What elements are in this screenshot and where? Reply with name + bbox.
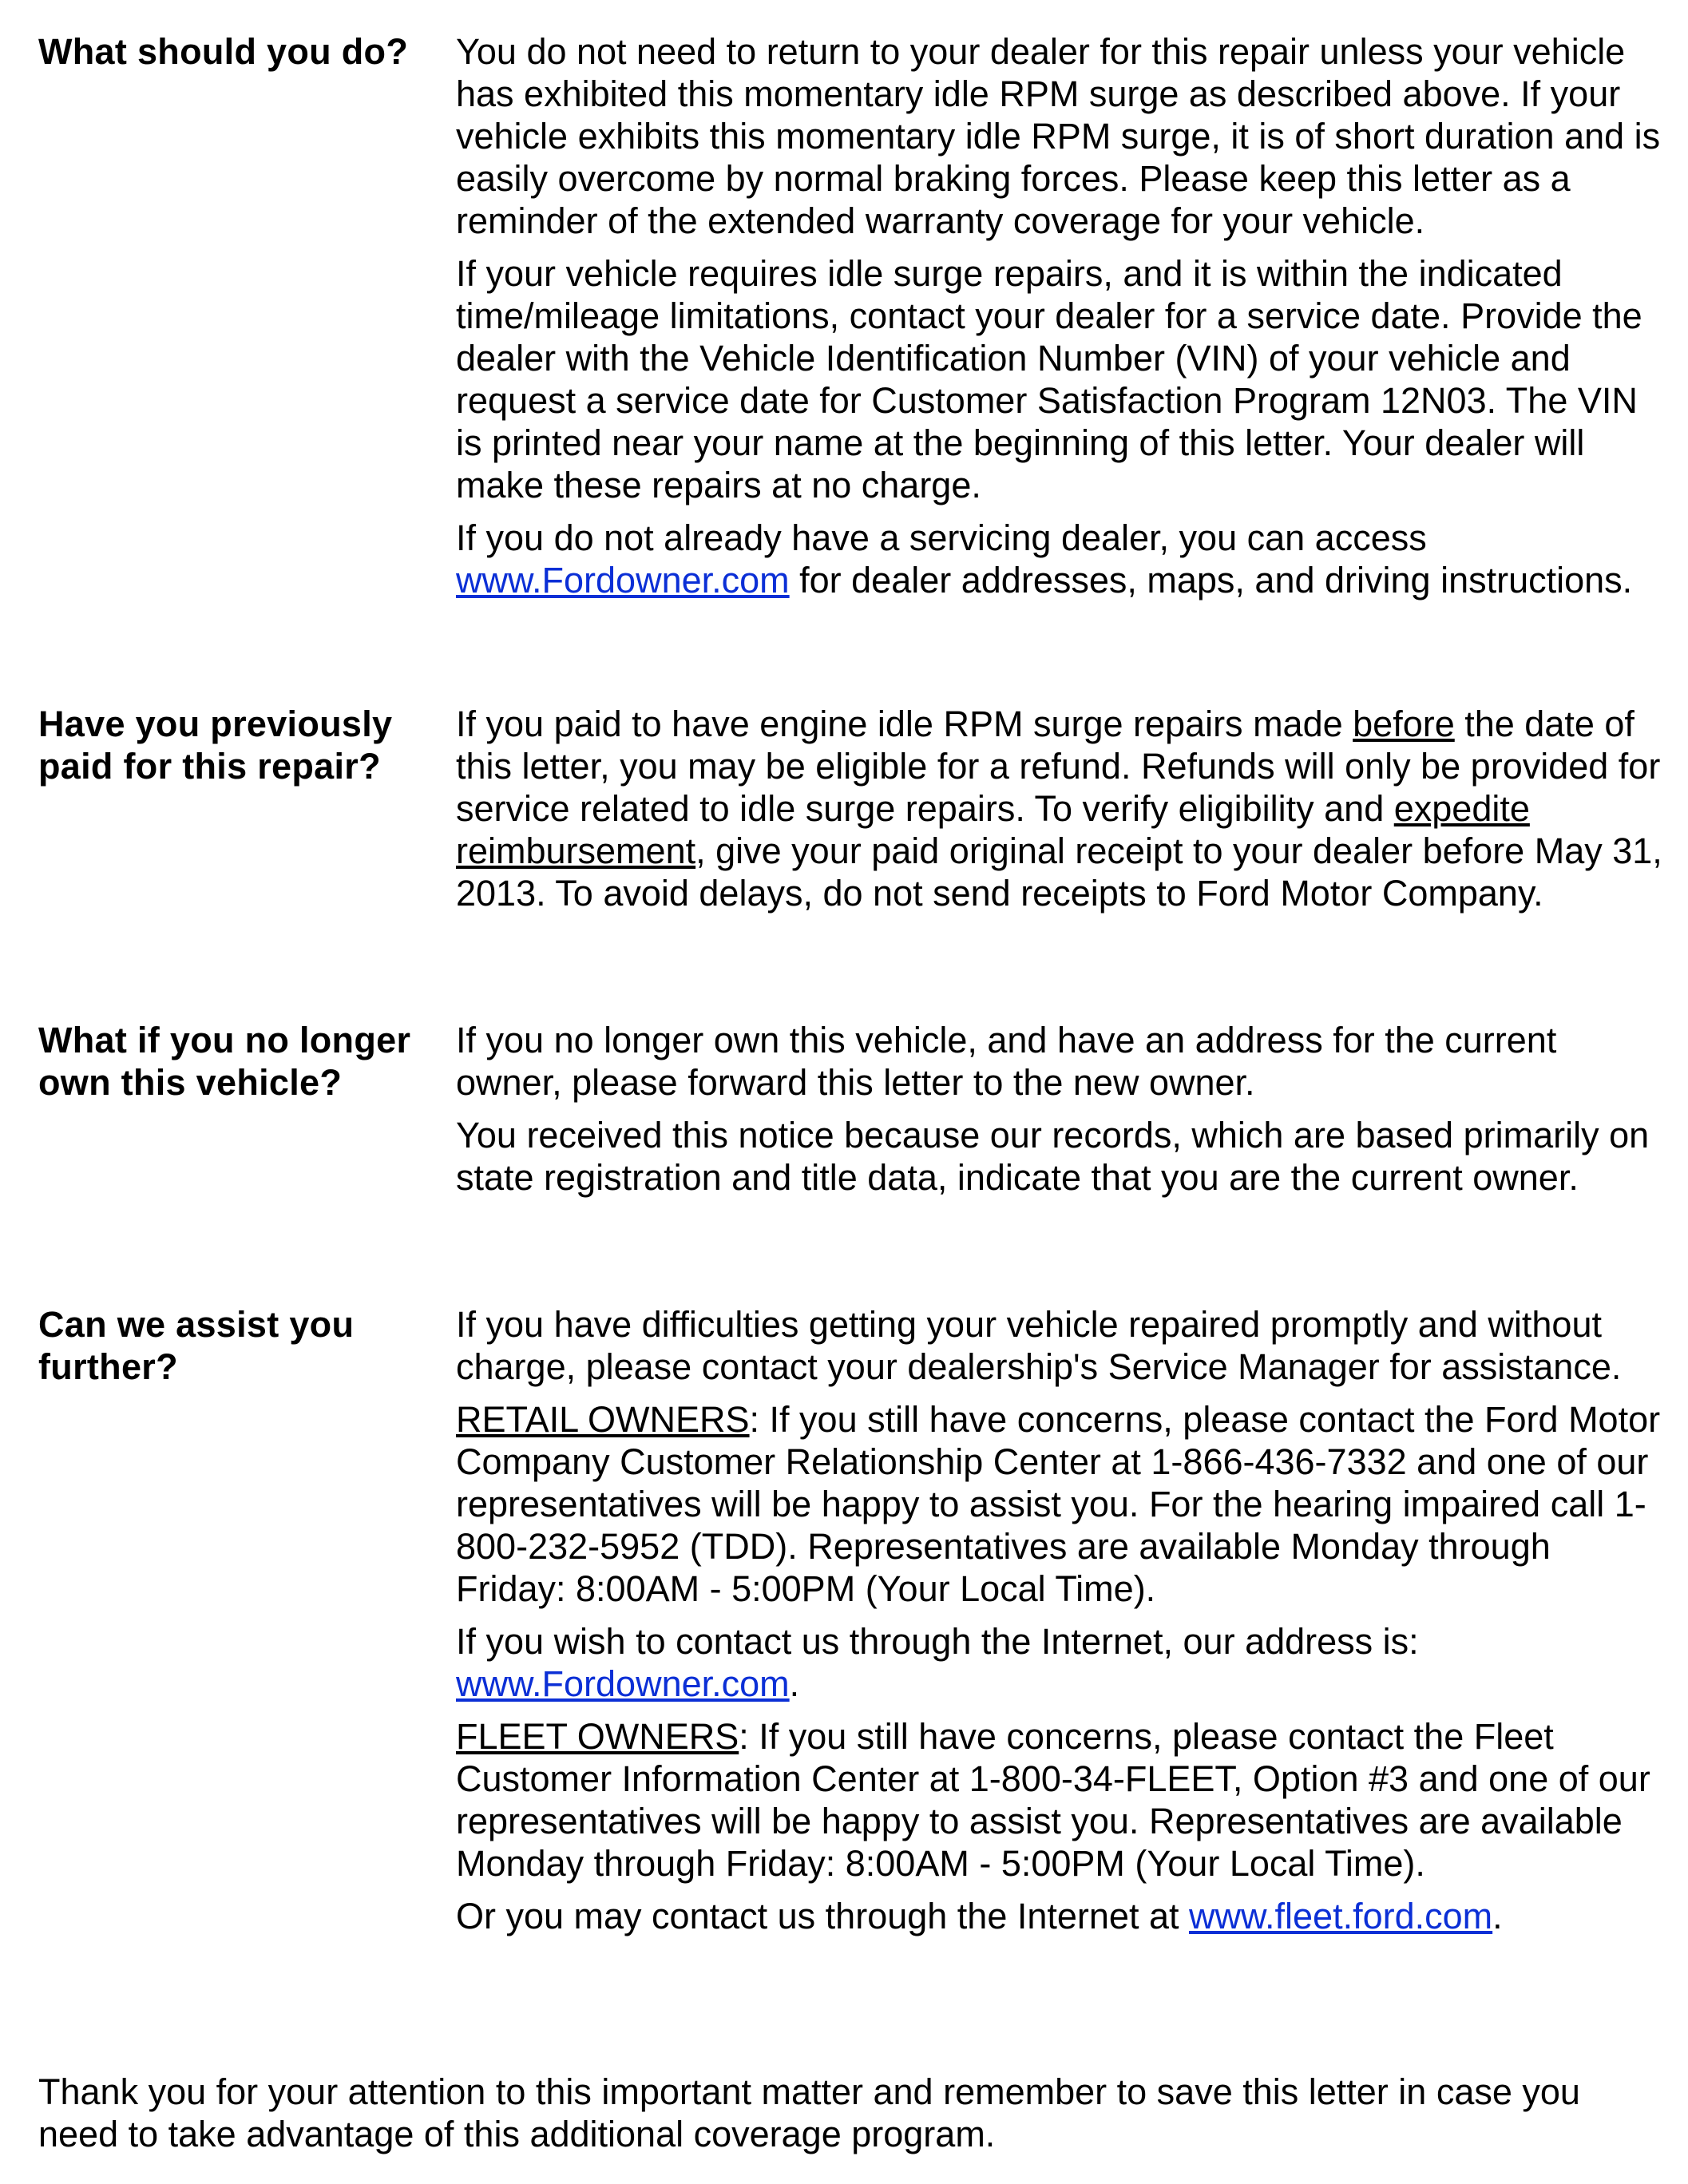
paragraph-text: . bbox=[789, 1663, 800, 1704]
paragraph bbox=[456, 1895, 1670, 1937]
paragraph bbox=[456, 517, 1670, 601]
section-heading: What if you no longer own this vehicle? bbox=[38, 1020, 411, 1103]
paragraph-text: , give your paid original receipt to your dealer before May 31, 2013. To avoid delays, do not send receipts to Ford Motor Company. bbox=[456, 830, 1662, 914]
fordowner-link[interactable]: www.Fordowner.com bbox=[456, 560, 790, 601]
paragraph-text: : If you still have concerns, please contact the Ford Motor Company Customer Relationship Center at 1-866-436-7332 and one of our representatives will be happy to assist you. For the hearing impaired call 1-800-232-5952 (TDD). Representatives are available Monday through Friday: 8:00AM - 5:00PM (Your Local Time). bbox=[456, 1399, 1661, 1609]
section-heading: Have you previously paid for this repair? bbox=[38, 704, 393, 787]
paragraph: If your vehicle requires idle surge repairs, and it is within the indicated time/mileage limitations, contact your dealer for a service date. Provide the dealer with the Vehicle Identification Number (VIN) of your vehicle and request a service date for Customer Satisfaction Program 12N03. The VIN is printed near your name at the beginning of this letter. Your dealer will make these repairs at no charge. bbox=[456, 253, 1642, 505]
fordowner-link[interactable]: www.Fordowner.com bbox=[456, 1663, 790, 1704]
fleet-owners-label: FLEET OWNERS bbox=[456, 1716, 739, 1757]
paragraph: If you no longer own this vehicle, and have an address for the current owner, please forward this letter to the new owner. bbox=[456, 1020, 1557, 1103]
section-body bbox=[456, 1303, 1670, 1937]
paragraph-text: : If you still have concerns, please contact the Fleet Customer Information Center at 1-800-34-FLEET, Option #3 and one of our representatives will be happy to assist you. Representatives are available Monday through Friday: 8:00AM - 5:00PM (Your Local Time). bbox=[456, 1716, 1650, 1884]
paragraph-text: If you paid to have engine idle RPM surge repairs made bbox=[456, 704, 1353, 744]
section-body bbox=[456, 30, 1670, 601]
paragraph: If you have difficulties getting your vehicle repaired promptly and without charge, please contact your dealership's Service Manager for assistance. bbox=[456, 1304, 1622, 1387]
paragraph-text: Or you may contact us through the Internet at bbox=[456, 1896, 1189, 1936]
section-heading: Can we assist you further? bbox=[38, 1304, 355, 1387]
paragraph bbox=[456, 1715, 1670, 1885]
paragraph-text: . bbox=[1492, 1896, 1503, 1936]
paragraph-text: the date of this letter, you may be eligible for a refund. Refunds will only be provided for service related to idle surge repairs. To verify eligibility and bbox=[456, 704, 1661, 829]
underlined-text: before bbox=[1353, 704, 1455, 744]
section-body bbox=[456, 1019, 1670, 1199]
paragraph bbox=[456, 703, 1670, 914]
underlined-text: expedite reimbursement bbox=[456, 788, 1530, 871]
section-body bbox=[456, 703, 1670, 914]
paragraph: You received this notice because our records, which are based primarily on state registration and title data, indicate that you are the current owner. bbox=[456, 1115, 1650, 1198]
section-heading: What should you do? bbox=[38, 31, 409, 72]
paragraph-text: for dealer addresses, maps, and driving instructions. bbox=[789, 560, 1633, 601]
retail-owners-label: RETAIL OWNERS bbox=[456, 1399, 750, 1440]
paragraph: You do not need to return to your dealer for this repair unless your vehicle has exhibited this momentary idle RPM surge as described above. If your vehicle exhibits this momentary idle RPM surge, it is of short duration and is easily overcome by normal braking forces. Please keep this letter as a reminder of the extended warranty coverage for your vehicle. bbox=[456, 31, 1661, 241]
fleet-ford-link[interactable]: www.fleet.ford.com bbox=[1189, 1896, 1493, 1936]
paragraph-text: If you wish to contact us through the Internet, our address is: bbox=[456, 1621, 1419, 1662]
paragraph-text: If you do not already have a servicing dealer, you can access bbox=[456, 517, 1427, 558]
closing-text: Thank you for your attention to this important matter and remember to save this letter in case you need to take advantage of this additional coverage program. bbox=[38, 2071, 1580, 2154]
closing-statement bbox=[38, 2071, 1667, 2155]
paragraph bbox=[456, 1620, 1670, 1705]
paragraph bbox=[456, 1398, 1670, 1610]
